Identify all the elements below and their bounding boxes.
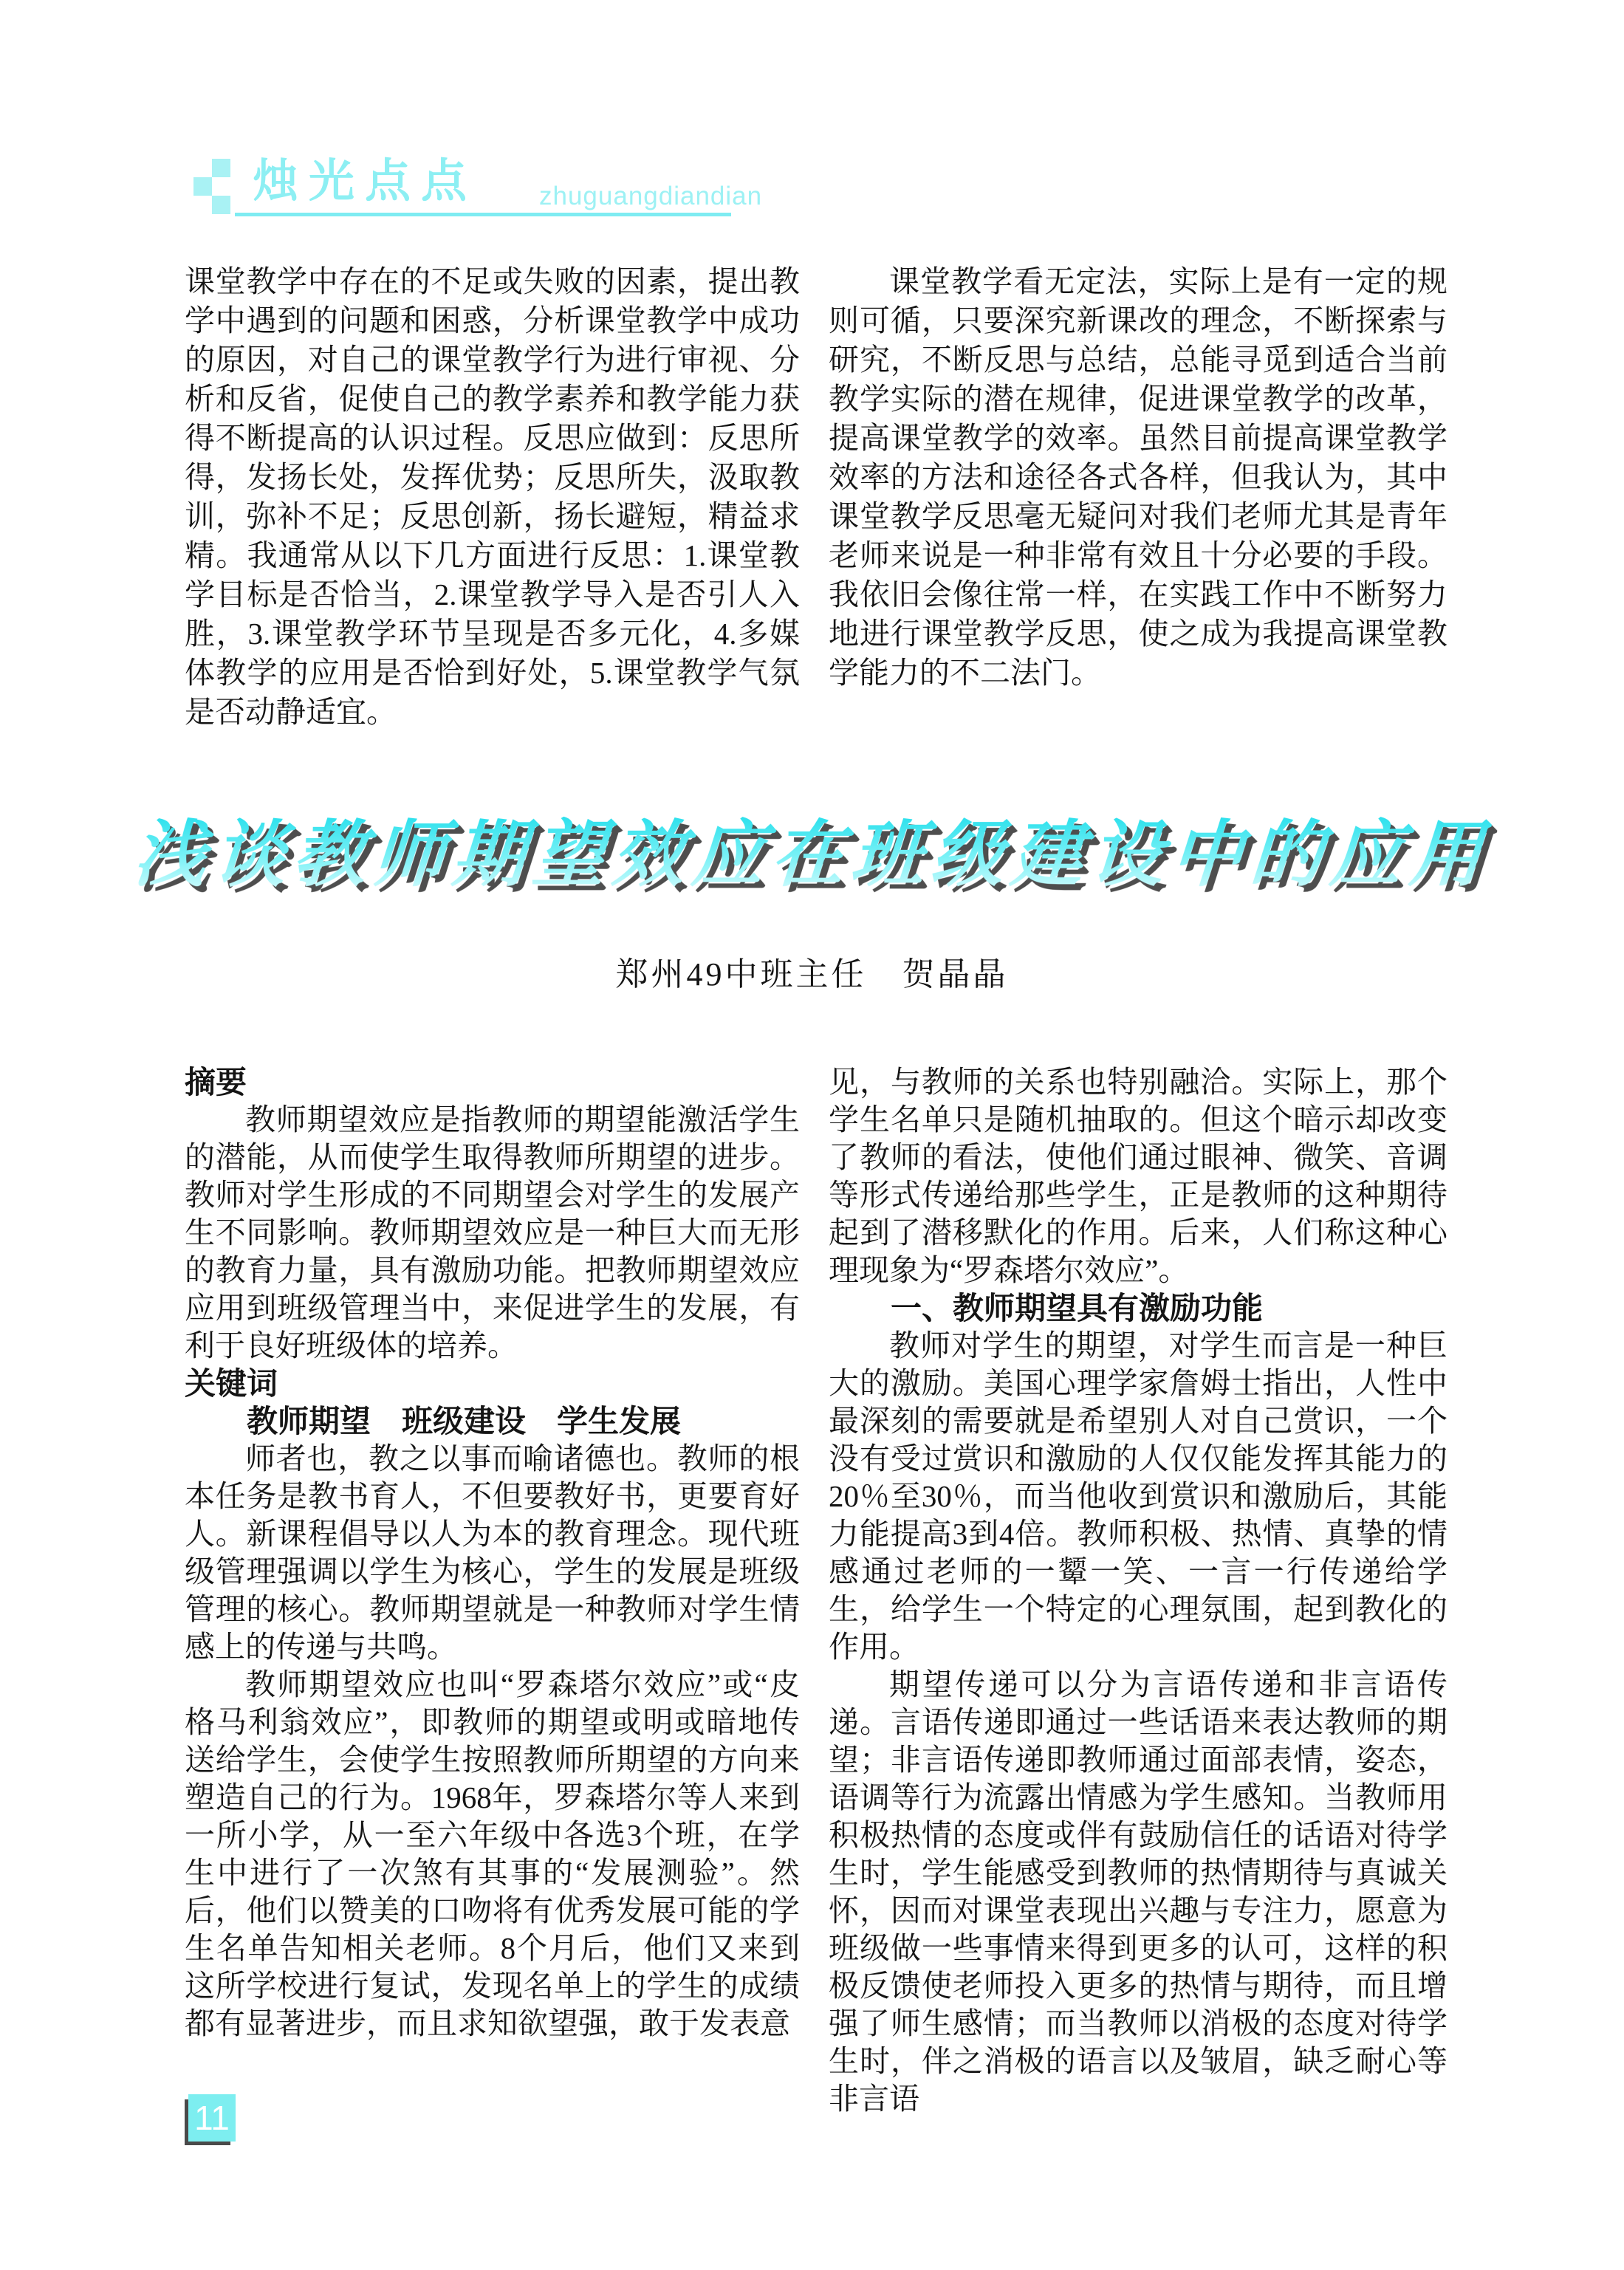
logo-square-icon	[212, 196, 230, 214]
article-title	[0, 806, 1624, 902]
article-right-column	[829, 1063, 1447, 2118]
article-left-column	[185, 1063, 800, 2043]
paragraph: 课堂教学看无定法，实际上是有一定的规则可循，只要深究新课改的理念，不断探索与研究，不断反思与总结，总能寻觅到适合当前教学实际的潜在规律，促进课堂教学的改革，提高课堂教学的效率。虽然目前提高课堂教学效率的方法和途径各式各样，但我认为，其中课堂教学反思毫无疑问对我们老师尤其是青年老师来说是一种非常有效且十分必要的手段。我依旧会像往常一样，在实践工作中不断努力地进行课堂教学反思，使之成为我提高课堂教学能力的不二法门。	[829, 264, 1447, 690]
page-number-badge: 11	[188, 2094, 236, 2142]
paragraph: 见，与教师的关系也特别融洽。实际上，那个学生名单只是随机抽取的。但这个暗示却改变了教师的看法，使他们通过眼神、微笑、音调等形式传递给那些学生，正是教师的这种期待起到了潜移默化的作用。后来，人们称这种心理现象为“罗森塔尔效应”。	[829, 1065, 1447, 1287]
paragraph: 教师期望效应也叫“罗森塔尔效应”或“皮格马利翁效应”，即教师的期望或明或暗地传送给学生，会使学生按照教师所期望的方向来塑造自己的行为。1968年，罗森塔尔等人来到一所小学，从一至六年级中各选3个班，在学生中进行了一次煞有其事的“发展测验”。然后，他们以赞美的口吻将有优秀发展可能的学生名单告知相关老师。8个月后，他们又来到这所学校进行复试，发现名单上的学生的成绩都有显著进步，而且求知欲望强，敢于发表意	[185, 1667, 800, 2040]
paragraph: 教师期望效应是指教师的期望能激活学生的潜能，从而使学生取得教师所期望的进步。教师对学生形成的不同期望会对学生的发展产生不同影响。教师期望效应是一种巨大而无形的教育力量，具有激励功能。把教师期望效应应用到班级管理当中，来促进学生的发展，有利于良好班级体的培养。	[185, 1103, 800, 1362]
paragraph: 一、教师期望具有激励功能	[891, 1291, 1264, 1326]
paragraph: 教师期望 班级建设 学生发展	[247, 1404, 682, 1439]
paragraph: 课堂教学中存在的不足或失败的因素，提出教学中遇到的问题和困惑，分析课堂教学中成功的原因，对自己的课堂教学行为进行审视、分析和反省，促使自己的教学素养和教学能力获得不断提高的认识过程。反思应做到：反思所得，发扬长处，发挥优势；反思所失，汲取教训，弥补不足；反思创新，扬长避短，精益求精。我通常从以下几方面进行反思：1.课堂教学目标是否恰当，2.课堂教学导入是否引人入胜，3.课堂教学环节呈现是否多元化，4.多媒体教学的应用是否恰到好处，5.课堂教学气氛是否动静适宜。	[185, 264, 800, 729]
paragraph: 期望传递可以分为言语传递和非言语传递。言语传递即通过一些话语来表达教师的期望；非言语传递即教师通过面部表情，姿态，语调等行为流露出情感为学生感知。当教师用积极热情的态度或伴有鼓励信任的话语对待学生时，学生能感受到教师的热情期待与真诚关怀，因而对课堂表现出兴趣与专注力，愿意为班级做一些事情来得到更多的认可，这样的积极反馈使老师投入更多的热情与期待，而且增强了师生感情；而当教师以消极的态度对待学生时，伴之消极的语言以及皱眉，缺乏耐心等非言语	[829, 1667, 1447, 2116]
section-header	[0, 0, 1624, 236]
paragraph: 师者也，教之以事而喻诸德也。教师的根本任务是教书育人，不但要教好书，更要育好人。新课程倡导以人为本的教育理念。现代班级管理强调以学生为核心，学生的发展是班级管理的核心。教师期望就是一种教师对学生情感上的传递与共鸣。	[185, 1441, 800, 1664]
section-title: 烛光点点	[253, 156, 478, 207]
intro-left-column	[185, 262, 800, 732]
section-pinyin: zhuguangdiandian	[539, 182, 763, 210]
article-byline: 郑州49中班主任 贺晶晶	[615, 956, 1009, 992]
intro-right-column	[829, 262, 1447, 693]
paragraph: 摘要	[185, 1065, 247, 1100]
paragraph: 教师对学生的期望，对学生而言是一种巨大的激励。美国心理学家詹姆士指出，人性中最深刻的需要就是希望别人对自己赏识，一个没有受过赏识和激励的人仅仅能发挥其能力的20％至30％，而当他收到赏识和激励后，其能力能提高3到4倍。教师积极、热情、真挚的情感通过老师的一颦一笑、一言一行传递给学生，给学生一个特定的心理氛围，起到教化的作用。	[829, 1328, 1447, 1664]
header-underline	[235, 213, 731, 216]
logo-square-icon	[212, 159, 230, 177]
paragraph: 关键词	[185, 1366, 278, 1401]
logo-square-icon	[193, 177, 212, 196]
article-title-text: 浅谈教师期望效应在班级建设中的应用	[131, 806, 1493, 902]
